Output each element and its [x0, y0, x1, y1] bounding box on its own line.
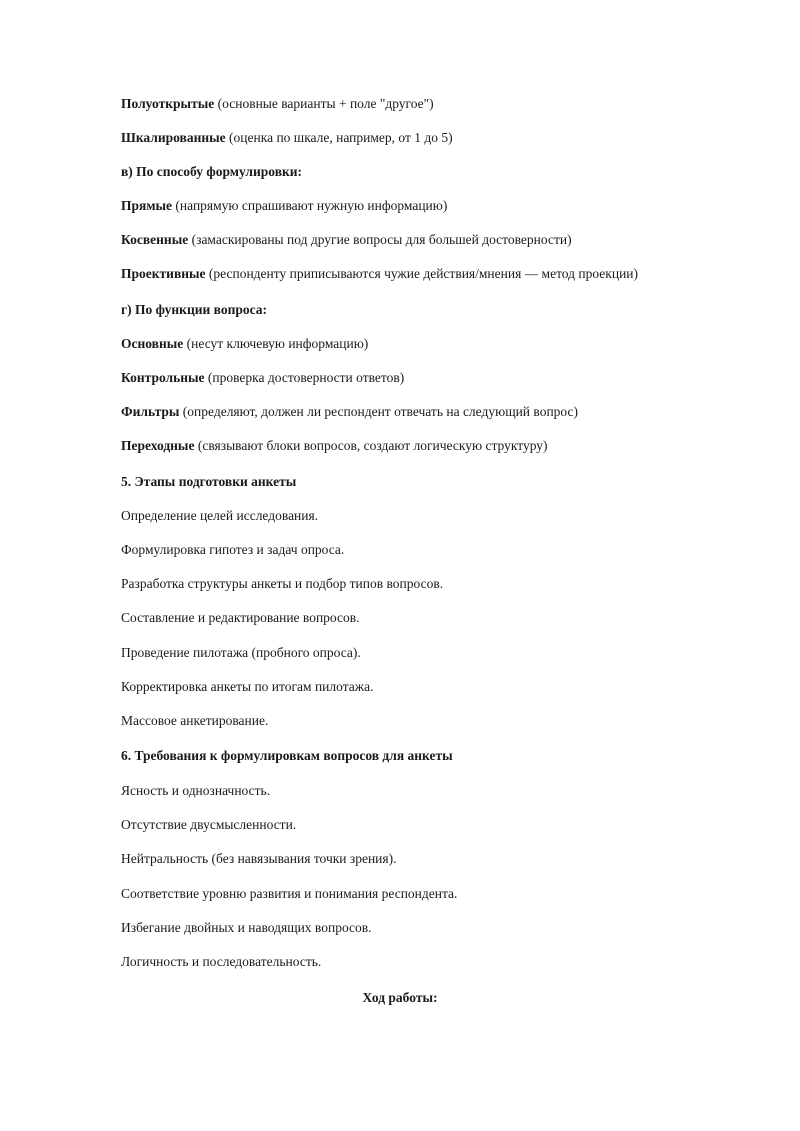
section-6-heading: 6. Требования к формулировкам вопросов для анкеты [121, 748, 453, 763]
type-term: Основные [121, 336, 184, 351]
type-term: Полуоткрытые [121, 96, 215, 111]
type-term: Фильтры [121, 404, 180, 419]
type-term: Косвенные [121, 232, 189, 247]
type-item-main [121, 336, 368, 352]
type-desc: (основные варианты + поле "другое") [214, 96, 434, 111]
type-item-scaled [121, 130, 453, 146]
section-v-heading: в) По способу формулировки: [121, 164, 303, 179]
type-desc: (проверка достоверности ответов) [204, 370, 405, 385]
type-item-projective [121, 266, 638, 282]
stage-item: Определение целей исследования. [121, 508, 319, 523]
requirement-item: Ясность и однозначность. [121, 783, 271, 798]
type-term: Прямые [121, 198, 173, 213]
stage-item: Разработка структуры анкеты и подбор типов вопросов. [121, 576, 444, 591]
type-desc: (респонденту приписываются чужие действия/мнения — метод проекции) [205, 266, 639, 281]
type-term: Контрольные [121, 370, 205, 385]
stage-item: Формулировка гипотез и задач опроса. [121, 542, 345, 557]
type-desc: (напрямую спрашивают нужную информацию) [172, 198, 448, 213]
type-item-transitional [121, 438, 548, 454]
type-desc: (оценка по шкале, например, от 1 до 5) [225, 130, 453, 145]
type-desc: (определяют, должен ли респондент отвечать на следующий вопрос) [179, 404, 578, 419]
type-item-semi-open [121, 96, 434, 112]
stage-item: Корректировка анкеты по итогам пилотажа. [121, 679, 374, 694]
type-item-control [121, 370, 404, 386]
requirement-item: Соответствие уровню развития и понимания респондента. [121, 886, 458, 901]
requirement-item: Избегание двойных и наводящих вопросов. [121, 920, 372, 935]
type-term: Переходные [121, 438, 195, 453]
requirement-item: Логичность и последовательность. [121, 954, 322, 969]
type-term: Проективные [121, 266, 206, 281]
stage-item: Массовое анкетирование. [121, 713, 269, 728]
type-item-direct [121, 198, 447, 214]
type-item-filters [121, 404, 578, 420]
section-5-heading: 5. Этапы подготовки анкеты [121, 474, 297, 489]
requirement-item: Нейтральность (без навязывания точки зрения). [121, 851, 397, 866]
stage-item: Составление и редактирование вопросов. [121, 610, 360, 625]
requirement-item: Отсутствие двусмысленности. [121, 817, 297, 832]
type-item-indirect [121, 232, 572, 248]
stage-item: Проведение пилотажа (пробного опроса). [121, 645, 361, 660]
type-desc: (связывают блоки вопросов, создают логическую структуру) [194, 438, 548, 453]
type-desc: (замаскированы под другие вопросы для большей достоверности) [188, 232, 572, 247]
section-g-heading: г) По функции вопроса: [121, 302, 268, 317]
type-desc: (несут ключевую информацию) [183, 336, 369, 351]
type-term: Шкалированные [121, 130, 226, 145]
work-progress-title: Ход работы: [362, 990, 438, 1005]
